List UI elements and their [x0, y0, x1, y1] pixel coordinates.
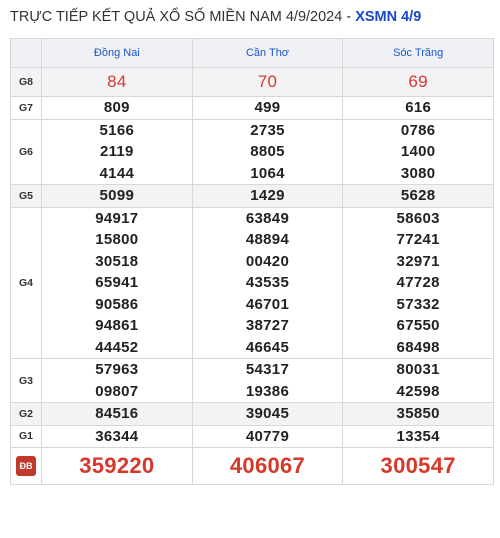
header-corner	[11, 39, 42, 68]
prize-row-g8	[11, 68, 494, 97]
result-number: 65941	[95, 274, 139, 291]
result-number: 90586	[95, 295, 139, 313]
result-number: 43535	[245, 274, 290, 291]
result-cell	[42, 448, 193, 485]
column-header-can-tho[interactable]: Cần Thơ	[192, 39, 343, 68]
prize-row-g4	[11, 207, 494, 359]
result-number: 40779	[245, 427, 290, 445]
result-number: 8805	[250, 143, 285, 160]
result-number: 46701	[245, 295, 290, 313]
prize-label: G3	[11, 359, 42, 403]
result-number: 1400	[400, 143, 436, 160]
result-number: 09807	[95, 382, 139, 400]
result-number: 00420	[245, 252, 290, 270]
prize-row-g1	[11, 425, 494, 448]
prize-label: G7	[11, 97, 42, 120]
result-number: 77241	[396, 231, 440, 248]
result-number: 5628	[400, 187, 436, 204]
result-number: 4144	[99, 164, 135, 182]
result-cell	[42, 68, 193, 97]
prize-label: G2	[11, 403, 42, 426]
result-cell	[343, 359, 494, 403]
prize-row-g6	[11, 119, 494, 185]
result-number: 809	[103, 99, 130, 116]
result-number: 54317	[245, 361, 290, 378]
special-prize-logo: ĐB	[16, 456, 36, 476]
result-number: 616	[405, 99, 432, 116]
column-header-dong-nai[interactable]: Đồng Nai	[42, 39, 193, 68]
result-cell	[343, 185, 494, 208]
result-cell	[343, 119, 494, 185]
prize-row-đb	[11, 448, 494, 485]
result-number: 84516	[95, 405, 139, 422]
prize-row-g7	[11, 97, 494, 120]
page-title	[10, 6, 495, 28]
result-number: 44452	[95, 338, 139, 356]
result-number: 94917	[95, 209, 139, 227]
result-cell	[42, 97, 193, 120]
prize-label: G4	[11, 207, 42, 359]
prize-label: G5	[11, 185, 42, 208]
result-number: 1064	[250, 164, 285, 182]
result-cell	[343, 425, 494, 448]
result-number: 5166	[99, 121, 135, 139]
result-number: 19386	[245, 382, 290, 400]
result-number: 46645	[245, 338, 290, 356]
result-number: 47728	[396, 274, 440, 291]
result-number: 13354	[396, 427, 440, 445]
result-cell	[192, 97, 343, 120]
result-number: 0786	[400, 121, 436, 139]
result-cell	[192, 425, 343, 448]
result-number: 57963	[95, 361, 139, 378]
prize-row-g2	[11, 403, 494, 426]
result-cell	[42, 359, 193, 403]
result-number: 30518	[95, 252, 139, 270]
results-table	[10, 38, 494, 485]
result-number: 3080	[400, 164, 436, 182]
result-cell	[192, 403, 343, 426]
result-cell	[192, 207, 343, 359]
result-cell	[343, 207, 494, 359]
title-separator: -	[342, 9, 356, 25]
result-number: 48894	[245, 231, 290, 248]
column-header-soc-trang[interactable]: Sóc Trăng	[343, 39, 494, 68]
result-number: 38727	[245, 317, 290, 334]
result-cell	[42, 425, 193, 448]
prize-row-g3	[11, 359, 494, 403]
result-number: 15800	[95, 231, 139, 248]
result-cell	[192, 185, 343, 208]
result-number: 80031	[396, 361, 440, 378]
result-cell	[343, 403, 494, 426]
xsmn-date-link[interactable]: XSMN 4/9	[355, 9, 422, 25]
result-number: 39045	[245, 405, 290, 422]
header-row	[11, 39, 494, 68]
result-number: 359220	[79, 453, 155, 478]
result-number: 69	[408, 72, 428, 91]
result-cell	[192, 119, 343, 185]
result-cell	[192, 448, 343, 485]
result-number: 67550	[396, 317, 440, 334]
result-cell	[42, 207, 193, 359]
result-number: 63849	[245, 209, 290, 227]
result-cell	[343, 448, 494, 485]
result-number: 35850	[396, 405, 440, 422]
result-number: 36344	[95, 427, 139, 445]
result-number: 1429	[250, 187, 285, 204]
result-number: 70	[257, 72, 278, 91]
result-number: 499	[254, 99, 281, 116]
result-number: 406067	[229, 453, 306, 478]
prize-label: G8	[11, 68, 42, 97]
result-number: 42598	[396, 382, 440, 400]
result-number: 32971	[396, 252, 440, 270]
result-number: 57332	[396, 295, 440, 313]
result-cell	[192, 68, 343, 97]
result-number: 2735	[250, 121, 285, 139]
result-cell	[42, 403, 193, 426]
result-cell	[192, 359, 343, 403]
result-cell	[42, 185, 193, 208]
result-cell	[343, 97, 494, 120]
result-number: 84	[107, 72, 127, 91]
result-cell	[42, 119, 193, 185]
result-number: 300547	[380, 453, 456, 478]
result-number: 68498	[396, 338, 440, 356]
result-cell	[343, 68, 494, 97]
result-number: 94861	[95, 317, 139, 334]
result-number: 5099	[99, 187, 135, 204]
prize-label: G1	[11, 425, 42, 448]
result-number: 2119	[99, 143, 134, 160]
title-text: TRỰC TIẾP KẾT QUẢ XỔ SỐ MIỀN NAM 4/9/2024	[10, 9, 343, 25]
prize-label: G6	[11, 119, 42, 185]
result-number: 58603	[396, 209, 440, 227]
prize-row-g5	[11, 185, 494, 208]
prize-label	[11, 448, 42, 485]
